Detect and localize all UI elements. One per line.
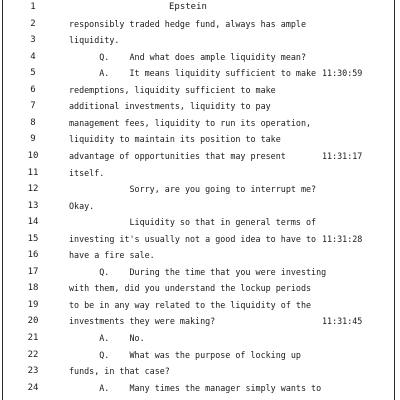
transcript-line <box>0 200 400 217</box>
line-number: 17 <box>27 266 39 277</box>
transcript-line <box>0 18 400 35</box>
line-number: 24 <box>27 382 39 393</box>
line-number: 6 <box>30 84 36 95</box>
line-number: 7 <box>30 101 36 112</box>
transcript-line <box>0 67 400 84</box>
line-number: 5 <box>30 68 36 79</box>
transcript-line <box>0 249 400 266</box>
line-number: 16 <box>27 250 39 261</box>
timestamp: 11:30:59 <box>322 68 363 79</box>
line-text: to be in any way related to the liquidity of the <box>69 299 312 310</box>
line-number: 2 <box>30 18 36 29</box>
line-text: additional investments, liquidity to pay <box>69 101 271 112</box>
line-text: A. Many times the manager simply wants to <box>69 382 322 393</box>
transcript-line <box>0 100 400 117</box>
transcript-line <box>0 1 400 18</box>
witness-name-header: Epstein <box>169 2 207 12</box>
line-number: 15 <box>27 233 39 244</box>
line-text: Sorry, are you going to interrupt me? <box>69 184 317 195</box>
line-text: management fees, liquidity to run its operation, <box>69 117 312 128</box>
line-number: 11 <box>27 167 39 178</box>
line-number: 19 <box>27 299 39 310</box>
transcript-line <box>0 365 400 382</box>
line-number: 3 <box>30 35 36 46</box>
transcript-line <box>0 233 400 250</box>
line-text: with them, did you understand the lockup periods <box>69 283 312 294</box>
timestamp: 11:31:45 <box>322 316 363 327</box>
line-text: Q. And what does ample liquidity mean? <box>69 51 306 62</box>
timestamp: 11:31:28 <box>322 233 363 244</box>
line-text: Liquidity so that in general terms of <box>69 217 317 228</box>
line-number: 22 <box>27 349 39 360</box>
transcript-line <box>0 84 400 101</box>
line-number: 21 <box>27 333 39 343</box>
line-number: 18 <box>27 283 39 294</box>
line-text: advantage of opportunities that may present <box>69 150 286 161</box>
line-text: liquidity. <box>69 35 120 46</box>
line-text: Q. What was the purpose of locking up <box>69 349 301 360</box>
line-text: investing it's usually not a good idea to have to <box>69 233 317 244</box>
transcript-line <box>0 133 400 150</box>
line-number: 20 <box>27 316 39 327</box>
line-number: 4 <box>30 51 36 62</box>
timestamp: 11:31:17 <box>322 150 363 161</box>
line-text: liquidity to maintain its position to take <box>69 134 281 145</box>
transcript-line <box>0 299 400 316</box>
line-text: A. No. <box>69 333 145 343</box>
line-number: 14 <box>27 217 39 228</box>
line-text: responsibly traded hedge fund, always has ample <box>69 18 306 29</box>
transcript-line <box>0 183 400 200</box>
line-number: 8 <box>30 117 36 128</box>
line-text: investments they were making? <box>69 316 216 327</box>
line-text: Okay. <box>69 200 95 211</box>
transcript-line <box>0 167 400 184</box>
transcript-line <box>0 117 400 134</box>
line-text: have a fire sale. <box>69 250 155 261</box>
line-text: A. It means liquidity sufficient to make <box>69 68 317 79</box>
line-number: 23 <box>27 366 39 377</box>
transcript-line <box>0 315 400 332</box>
transcript-line <box>0 382 400 399</box>
line-number: 12 <box>27 184 39 195</box>
line-text: redemptions, liquidity sufficient to make <box>69 84 276 95</box>
line-text: funds, in that case? <box>69 366 170 377</box>
line-number: 9 <box>30 134 36 145</box>
transcript-line <box>0 216 400 233</box>
transcript-line <box>0 332 400 349</box>
transcript-line <box>0 349 400 366</box>
transcript-line <box>0 282 400 299</box>
transcript-line <box>0 150 400 167</box>
line-number: 1 <box>30 2 36 12</box>
transcript-line <box>0 51 400 68</box>
line-text: Q. During the time that you were investing <box>69 266 327 277</box>
line-text: itself. <box>69 167 105 178</box>
transcript-line <box>0 34 400 51</box>
transcript-line <box>0 266 400 283</box>
line-number: 10 <box>27 150 39 161</box>
line-number: 13 <box>27 200 39 211</box>
